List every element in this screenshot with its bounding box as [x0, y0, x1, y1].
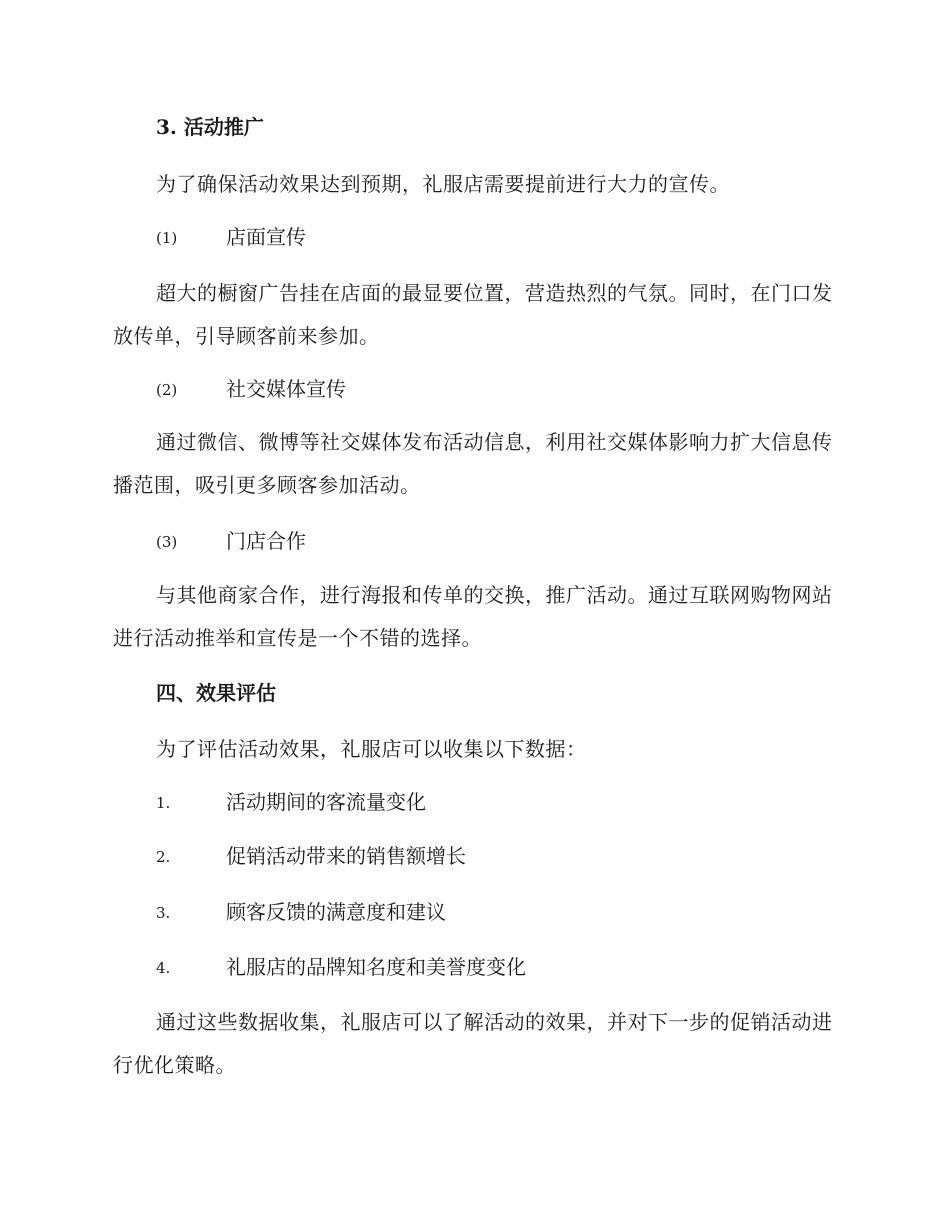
list-item	[156, 902, 876, 923]
promotion-intro: 为了确保活动效果达到预期，礼服店需要提前进行大力的宣传。	[156, 172, 730, 196]
sub-item-2-text: 通过微信、微博等社交媒体发布活动信息，利用社交媒体影响力扩大信息传播范围，吸引更多顾客参加活动。	[113, 430, 833, 497]
sub-item-3-text: 与其他商家合作，进行海报和传单的交换，推广活动。通过互联网购物网站进行活动推举和宣传是一个不错的选择。	[113, 583, 833, 650]
section-heading-promotion: 3. 活动推广	[156, 115, 264, 139]
list-item-text: 促销活动带来的销售额增长	[226, 844, 466, 868]
list-item	[156, 846, 876, 867]
list-item-number: 3.	[156, 904, 171, 922]
list-item	[156, 957, 876, 978]
list-item-text: 活动期间的客流量变化	[226, 790, 426, 814]
list-item-text: 顾客反馈的满意度和建议	[226, 900, 446, 924]
list-item-text: 礼服店的品牌知名度和美誉度变化	[226, 955, 526, 979]
conclusion-text: 通过这些数据收集，礼服店可以了解活动的效果，并对下一步的促销活动进行优化策略。	[113, 1010, 833, 1077]
sub-item-1	[156, 227, 876, 248]
evaluation-intro: 为了评估活动效果，礼服店可以收集以下数据：	[156, 737, 587, 761]
sub-item-3	[156, 531, 876, 552]
section-heading-evaluation: 四、效果评估	[156, 681, 276, 705]
sub-item-1-number: (1)	[156, 229, 178, 247]
sub-item-1-text: 超大的橱窗广告挂在店面的最显要位置，营造热烈的气氛。同时，在门口发放传单，引导顾客前来参加。	[113, 281, 833, 348]
list-item-number: 1.	[156, 794, 171, 812]
sub-item-3-number: (3)	[156, 533, 178, 551]
list-item-number: 2.	[156, 848, 171, 866]
sub-item-3-title: 门店合作	[226, 529, 306, 553]
sub-item-2-title: 社交媒体宣传	[226, 377, 346, 401]
sub-item-2-number: (2)	[156, 381, 178, 399]
list-item-number: 4.	[156, 959, 171, 977]
sub-item-1-title: 店面宣传	[226, 225, 306, 249]
list-item	[156, 792, 876, 813]
sub-item-2	[156, 379, 876, 400]
